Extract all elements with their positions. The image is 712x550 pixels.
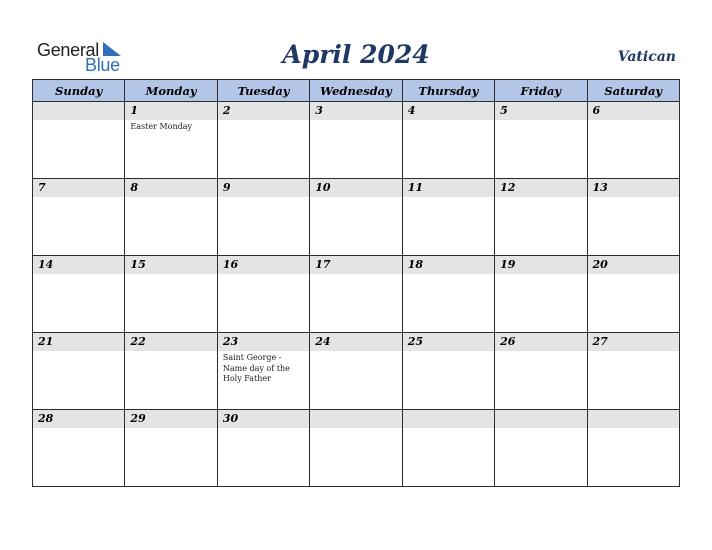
day-cell	[125, 333, 217, 410]
day-number-bar	[33, 179, 124, 197]
day-number-bar	[403, 333, 494, 351]
day-number: 16	[222, 258, 239, 271]
day-number-bar	[495, 179, 586, 197]
day-number-bar	[125, 179, 216, 197]
day-number-bar	[218, 333, 309, 351]
weekday-header: Wednesday	[310, 80, 402, 102]
weekday-header: Thursday	[402, 80, 494, 102]
day-number: 10	[315, 181, 331, 194]
day-number: 18	[407, 258, 423, 271]
day-cell	[33, 179, 125, 256]
day-number-bar	[588, 256, 679, 274]
page-title: April 2024	[282, 40, 430, 69]
day-number: 22	[130, 335, 146, 348]
day-cell	[33, 410, 125, 487]
day-number: 28	[38, 412, 54, 425]
week-row	[33, 102, 680, 179]
day-number-bar	[495, 102, 586, 120]
day-number-bar	[125, 256, 216, 274]
week-row	[33, 410, 680, 487]
day-number: 12	[500, 181, 516, 194]
day-number-bar	[403, 256, 494, 274]
day-number-bar	[588, 179, 679, 197]
day-number-bar	[495, 410, 586, 428]
day-number-bar	[310, 179, 401, 197]
day-cell	[495, 256, 587, 333]
day-cell	[310, 410, 402, 487]
day-number: 13	[592, 181, 608, 194]
weekday-header: Saturday	[587, 80, 679, 102]
weekday-header: Sunday	[33, 80, 125, 102]
day-number-bar	[588, 410, 679, 428]
day-number-bar	[403, 102, 494, 120]
day-cell	[402, 333, 494, 410]
week-row	[33, 333, 680, 410]
day-number-bar	[125, 333, 216, 351]
weekday-header: Tuesday	[217, 80, 309, 102]
day-number: 3	[315, 104, 323, 117]
day-number-bar	[218, 179, 309, 197]
day-cell	[310, 333, 402, 410]
day-number-bar	[218, 410, 309, 428]
day-number-bar	[588, 102, 679, 120]
day-cell	[310, 256, 402, 333]
weekday-header: Monday	[125, 80, 217, 102]
day-cell	[495, 102, 587, 179]
day-cell	[125, 256, 217, 333]
day-number-bar	[495, 333, 586, 351]
day-cell	[125, 179, 217, 256]
day-cell	[125, 102, 217, 179]
day-number-bar	[218, 256, 309, 274]
day-number-bar	[33, 256, 124, 274]
day-cell	[587, 410, 679, 487]
day-number-bar	[310, 256, 401, 274]
logo-word-general: General	[37, 40, 99, 60]
day-cell	[217, 179, 309, 256]
week-row	[33, 179, 680, 256]
day-cell	[33, 333, 125, 410]
day-number: 15	[130, 258, 146, 271]
logo-word-blue: Blue	[85, 55, 120, 75]
day-number: 29	[130, 412, 146, 425]
day-number-bar	[33, 410, 124, 428]
day-cell	[217, 333, 309, 410]
day-cell	[587, 333, 679, 410]
day-cell	[587, 256, 679, 333]
holiday-label: Saint George - Name day of the Holy Father	[222, 353, 290, 383]
day-number: 17	[315, 258, 331, 271]
day-cell	[33, 256, 125, 333]
day-cell	[217, 410, 309, 487]
day-number-bar	[495, 256, 586, 274]
day-number: 25	[407, 335, 423, 348]
day-cell	[402, 179, 494, 256]
day-cell	[587, 102, 679, 179]
calendar-body	[33, 102, 680, 487]
day-number-bar	[125, 102, 216, 120]
day-cell	[310, 179, 402, 256]
day-cell	[495, 333, 587, 410]
day-number: 30	[222, 412, 239, 425]
day-cell	[33, 102, 125, 179]
day-number-bar	[310, 102, 401, 120]
day-number: 19	[500, 258, 516, 271]
day-number: 7	[38, 181, 46, 194]
day-number: 14	[38, 258, 54, 271]
day-number-bar	[403, 179, 494, 197]
day-number-bar	[125, 410, 216, 428]
day-number: 27	[592, 335, 608, 348]
day-number-bar	[403, 410, 494, 428]
day-number: 1	[130, 104, 139, 117]
day-number-bar	[588, 333, 679, 351]
day-number: 2	[222, 104, 231, 117]
country-label: Vatican	[617, 49, 676, 65]
day-number: 11	[407, 181, 423, 194]
day-number-bar	[218, 102, 309, 120]
day-number-bar	[310, 410, 401, 428]
weekday-header-row	[33, 80, 680, 102]
calendar-grid	[32, 79, 680, 487]
day-cell	[217, 102, 309, 179]
day-number: 23	[222, 335, 239, 348]
day-cell	[125, 410, 217, 487]
week-row	[33, 256, 680, 333]
day-cell	[310, 102, 402, 179]
day-number: 8	[130, 181, 139, 194]
holiday-label: Easter Monday	[130, 122, 193, 131]
day-number: 26	[500, 335, 516, 348]
day-number: 6	[592, 104, 601, 117]
day-number-bar	[310, 333, 401, 351]
day-cell	[402, 102, 494, 179]
day-number: 24	[315, 335, 331, 348]
day-number-bar	[33, 102, 124, 120]
day-cell	[402, 410, 494, 487]
day-cell	[587, 179, 679, 256]
day-number: 20	[592, 258, 608, 271]
day-cell	[402, 256, 494, 333]
day-cell	[495, 410, 587, 487]
day-number: 5	[500, 104, 508, 117]
day-cell	[495, 179, 587, 256]
day-number: 4	[407, 104, 416, 117]
day-number-bar	[33, 333, 124, 351]
weekday-header: Friday	[495, 80, 587, 102]
day-cell	[217, 256, 309, 333]
day-number: 9	[222, 181, 231, 194]
day-number: 21	[38, 335, 54, 348]
